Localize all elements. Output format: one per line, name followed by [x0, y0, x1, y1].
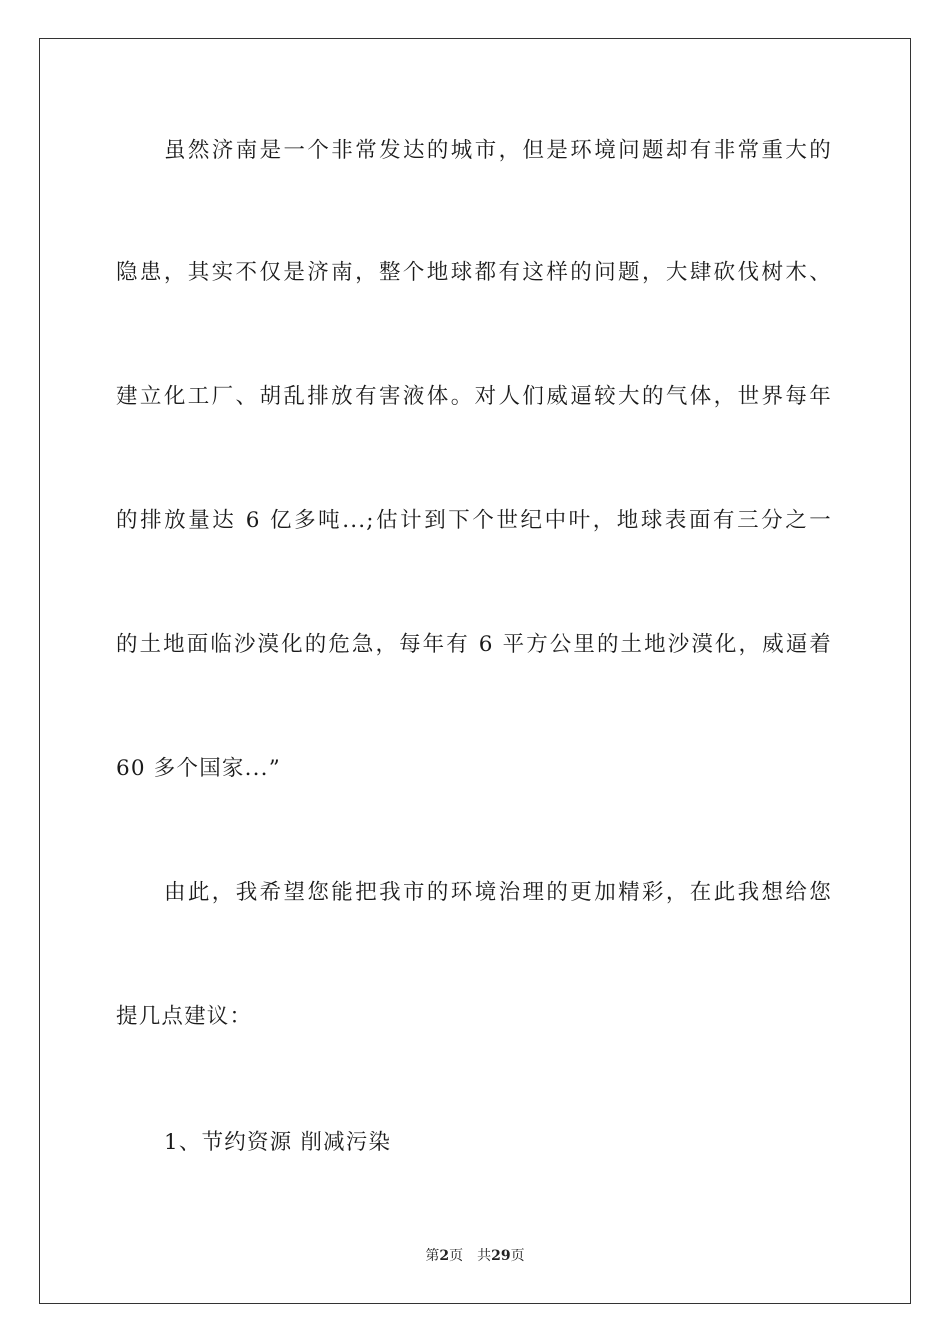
page-border: [39, 38, 911, 1304]
page-suffix: 页: [449, 1248, 464, 1264]
paragraph-1-line-6: 60 多个国家...”: [116, 756, 281, 781]
page-number: 2: [439, 1248, 450, 1264]
paragraph-2-line-2: 提几点建议：: [116, 1004, 253, 1029]
paragraph-1-line-1: 虽然济南是一个非常发达的城市，但是环境问题却有非常重大的: [164, 138, 832, 163]
paragraph-1-line-2: 隐患，其实不仅是济南，整个地球都有这样的问题，大肆砍伐树木、: [116, 260, 832, 285]
paragraph-1-line-3: 建立化工厂、胡乱排放有害液体。对人们威逼较大的气体，世界每年: [116, 384, 832, 409]
total-pages: 29: [491, 1248, 511, 1264]
paragraph-1-line-4: 的排放量达 6 亿多吨...;估计到下个世纪中叶，地球表面有三分之一: [116, 508, 832, 533]
paragraph-2-line-1: 由此，我希望您能把我市的环境治理的更加精彩，在此我想给您: [164, 880, 832, 905]
paragraph-1-line-5: 的土地面临沙漠化的危急，每年有 6 平方公里的土地沙漠化，威逼着: [116, 632, 832, 657]
list-item-1: 1、节约资源 削减污染: [164, 1130, 392, 1155]
page-prefix: 第: [425, 1248, 440, 1264]
total-prefix: 共: [477, 1248, 492, 1264]
total-suffix: 页: [510, 1248, 525, 1264]
page-footer: [0, 1246, 950, 1266]
